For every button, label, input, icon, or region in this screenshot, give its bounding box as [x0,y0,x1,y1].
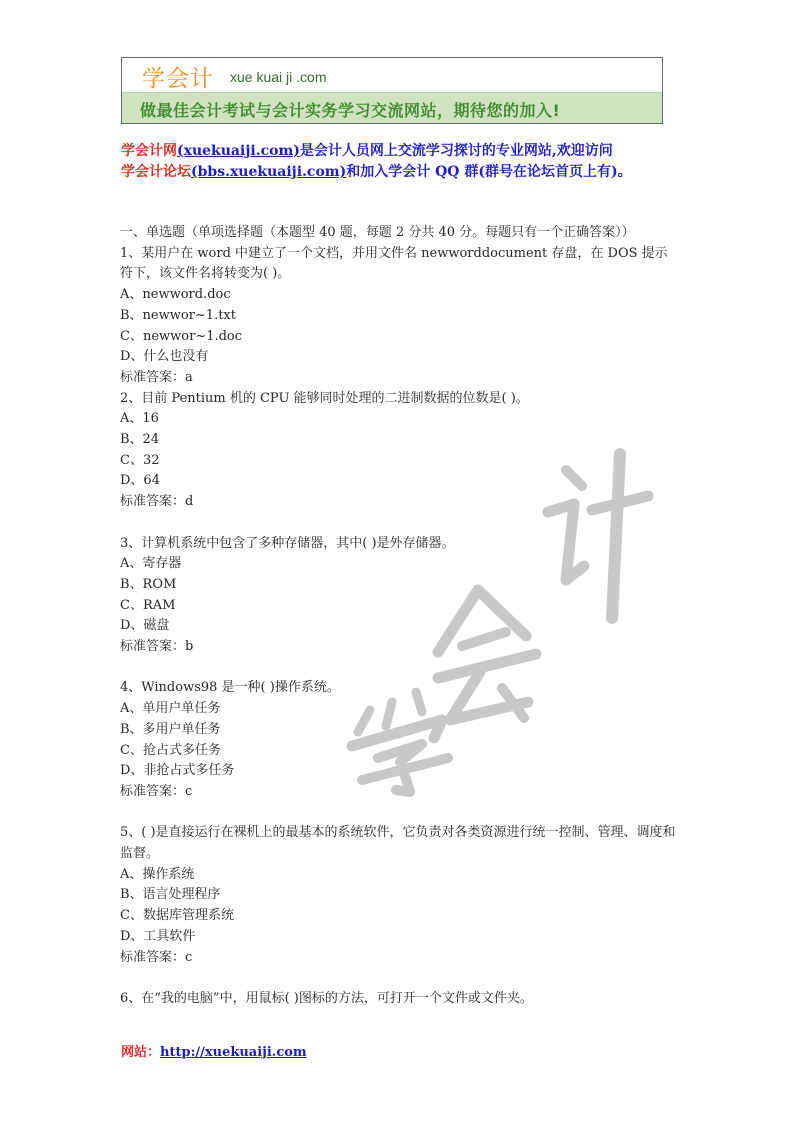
question-stem: 4、Windows98 是一种( )操作系统。 [120,680,340,696]
option-b: B、语言处理程序 [120,887,221,903]
option-b: B、newwor~1.txt [120,307,236,323]
intro-forum-name: 学会计论坛 [121,164,191,180]
banner-logo: 学会计 [142,66,214,92]
option-a: A、单用户单任务 [120,701,221,717]
banner-domain: xue kuai ji .com [230,69,327,85]
option-b: B、ROM [120,576,177,592]
spacer [120,803,680,824]
site-banner [121,57,663,124]
option-d: D、非抢占式多任务 [120,763,235,779]
intro-line-2 [121,162,632,183]
question-3 [120,534,680,658]
option-a: A、寄存器 [120,556,182,572]
footer-label: 网站： [121,1045,161,1060]
option-c: C、抢占式多任务 [120,742,221,758]
spacer [120,658,680,679]
question-2 [120,389,680,513]
intro-line-1-text: 是会计人员网上交流学习探讨的专业网站,欢迎访问 [299,143,613,159]
option-b: B、24 [120,432,160,448]
option-c: C、32 [120,452,160,468]
banner-slogan: 做最佳会计考试与会计实务学习交流网站，期待您的加入! [140,101,561,120]
option-a: A、newword.doc [120,287,231,303]
option-b: B、多用户单任务 [120,721,221,737]
standard-answer: 标准答案：a [120,369,193,385]
option-a: A、操作系统 [120,866,195,882]
intro-line-2-text: 和加入学会计 QQ 群(群号在论坛首页上有)。 [346,164,632,180]
option-a: A、16 [120,411,159,427]
spacer [120,513,680,534]
footer [121,1041,307,1060]
intro-block [121,141,632,183]
intro-forum-link[interactable]: (bbs.xuekuaiji.com) [191,164,347,180]
standard-answer: 标准答案：c [120,783,193,799]
question-5 [120,823,680,968]
option-c: C、RAM [120,597,176,613]
question-stem: 1、某用户在 word 中建立了一个文档，并用文件名 newworddocument 存盘，在 DOS 提示符下，该文件名将转变为( )。 [120,245,668,282]
option-d: D、64 [120,473,160,489]
option-d: D、什么也没有 [120,349,209,365]
standard-answer: 标准答案：c [120,949,193,965]
intro-site-name: 学会计网 [121,143,177,159]
question-4 [120,678,680,802]
spacer [120,968,680,989]
question-stem: 6、在“我的电脑”中，用鼠标( )图标的方法，可打开一个文件或文件夹。 [120,990,533,1006]
option-d: D、磁盘 [120,618,170,634]
option-c: C、newwor~1.doc [120,328,243,344]
option-c: C、数据库管理系统 [120,908,234,924]
intro-line-1 [121,141,632,162]
standard-answer: 标准答案：d [120,494,194,510]
option-d: D、工具软件 [120,928,196,944]
banner-top [122,58,662,92]
question-stem: 5、( )是直接运行在裸机上的最基本的系统软件，它负责对各类资源进行统一控制、管理、调度和监督。 [120,825,676,862]
question-content [120,223,680,1010]
question-stem: 2、目前 Pentium 机的 CPU 能够同时处理的二进制数据的位数是( )。 [120,390,529,406]
standard-answer: 标准答案：b [120,639,194,655]
question-stem: 3、计算机系统中包含了多种存储器，其中( )是外存储器。 [120,535,455,551]
intro-site-link[interactable]: (xuekuaiji.com) [177,143,300,159]
banner-slogan-bar [122,92,662,123]
footer-website-link[interactable]: http://xuekuaiji.com [160,1045,307,1060]
question-6 [120,989,680,1010]
section-heading: 一、单选题（单项选择题（本题型 40 题，每题 2 分共 40 分。每题只有一个正确答案）） [120,225,635,240]
question-1 [120,244,680,389]
